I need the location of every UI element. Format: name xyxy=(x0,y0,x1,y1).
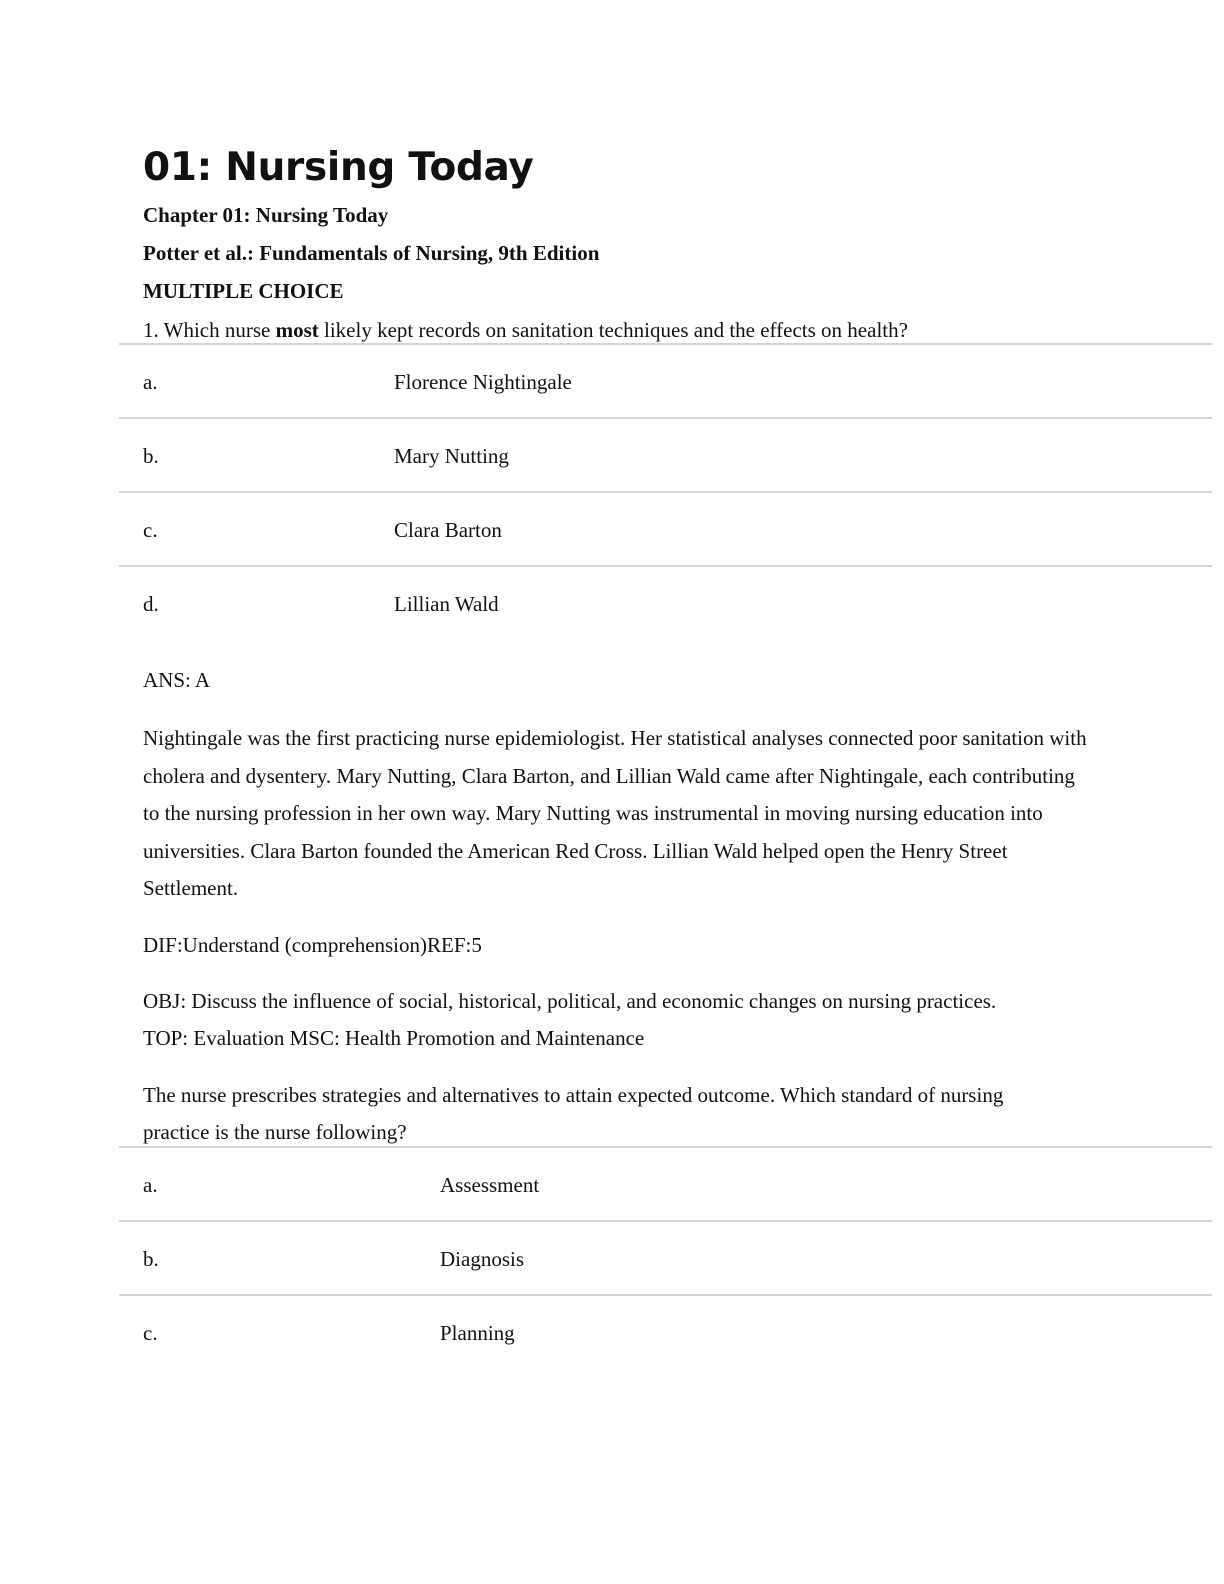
option-letter: c. xyxy=(143,518,158,542)
option-row[interactable] xyxy=(119,419,1212,493)
option-text: Lillian Wald xyxy=(394,592,499,616)
option-letter: c. xyxy=(143,1321,158,1345)
option-letter: a. xyxy=(143,370,158,394)
difficulty-reference: DIF:Understand (comprehension)REF:5 xyxy=(143,933,482,957)
option-text: Diagnosis xyxy=(440,1247,524,1271)
page-title: 01: Nursing Today xyxy=(143,145,534,190)
option-letter: a. xyxy=(143,1173,158,1197)
option-text: Mary Nutting xyxy=(394,444,509,468)
option-letter: b. xyxy=(143,444,159,468)
question-1-options xyxy=(119,343,1212,639)
topic-line: TOP: Evaluation MSC: Health Promotion and Maintenance xyxy=(143,1026,645,1050)
objective-line: OBJ: Discuss the influence of social, historical, political, and economic changes on nursing practices. xyxy=(143,989,997,1013)
option-text: Florence Nightingale xyxy=(394,370,572,394)
book-heading: Potter et al.: Fundamentals of Nursing, 9th Edition xyxy=(143,241,600,265)
option-text: Assessment xyxy=(440,1173,540,1197)
question-2-stem: The nurse prescribes strategies and alternatives to attain expected outcome. Which standard of nursing practice is the nurse following? xyxy=(143,1083,1004,1144)
option-row[interactable] xyxy=(119,345,1212,419)
option-letter: d. xyxy=(143,592,159,616)
answer-line: ANS: A xyxy=(143,668,211,692)
question-1-emphasis: most xyxy=(275,318,319,342)
question-1-stem: 1. Which nurse most likely kept records on sanitation techniques and the effects on health? xyxy=(143,318,908,342)
chapter-heading: Chapter 01: Nursing Today xyxy=(143,203,389,227)
option-text: Planning xyxy=(440,1321,515,1345)
rationale-paragraph: Nightingale was the first practicing nurse epidemiologist. Her statistical analyses connected poor sanitation with cholera and dysentery. Mary Nutting, Clara Barton, and Lillian Wald came after Nightingale, each contributing to the nursing profession in her own way. Mary Nutting was instrumental in moving nursing education into universities. Clara Barton founded the American Red Cross. Lillian Wald helped open the Henry Street Settlement. xyxy=(143,726,1087,901)
option-row[interactable] xyxy=(119,1296,1212,1368)
option-row[interactable] xyxy=(119,567,1212,639)
question-2-options xyxy=(119,1146,1212,1368)
section-heading: MULTIPLE CHOICE xyxy=(143,279,344,303)
option-text: Clara Barton xyxy=(394,518,502,542)
option-row[interactable] xyxy=(119,1222,1212,1296)
option-row[interactable] xyxy=(119,1148,1212,1222)
option-letter: b. xyxy=(143,1247,159,1271)
option-row[interactable] xyxy=(119,493,1212,567)
